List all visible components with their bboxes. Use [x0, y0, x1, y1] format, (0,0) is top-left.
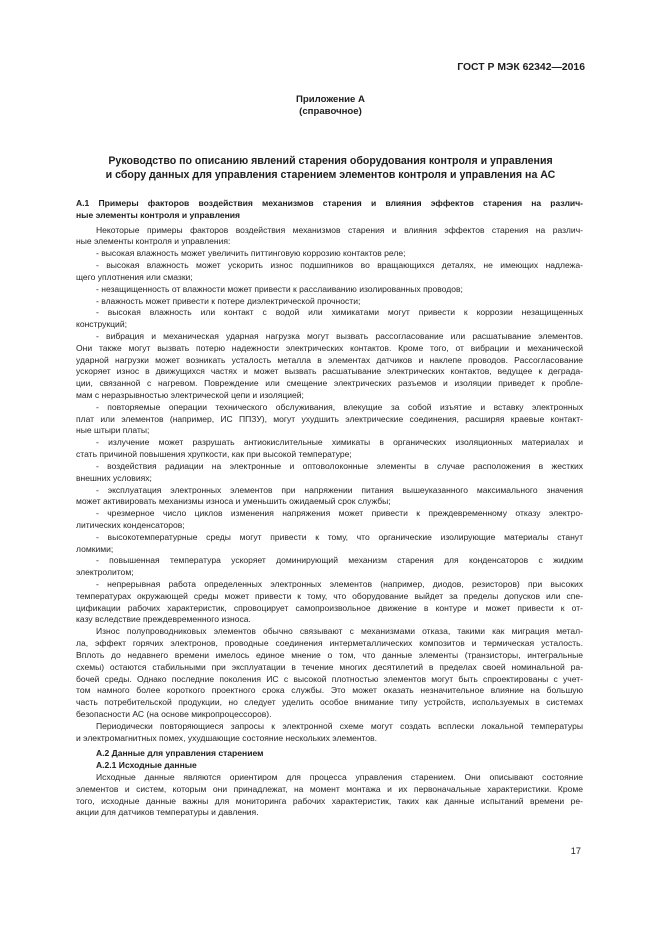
text-line: элементов и систем, которым они принадлежат, на момент монтажа и их первоначальные характеристики. Кроме [76, 783, 583, 794]
annex-label: Приложение А [296, 94, 365, 105]
text-line: ла, эффект горячих электронов, проводные соединения интерметаллических композитов и термическая усталость. [76, 638, 583, 649]
text-line: казу вследствие преждевременного износа. [76, 614, 251, 625]
list-item: - вибрация и механическая ударная нагрузка могут вызвать рассогласование или расшатывание элементов. [96, 330, 583, 341]
text-line: ускоряет износ в движущихся частях и может вызвать расшатывание электрических контактов, ведущее к деграда- [76, 366, 583, 377]
list-item: - излучение может разрушать антиокислительные химикаты в органических изоляционных материалах и [96, 437, 583, 448]
list-item: - незащищенность от влажности может привести к расслаиванию изолированных проводов; [96, 283, 463, 294]
text-line: ные штыри платы; [76, 425, 150, 436]
body-text [76, 198, 583, 819]
text-line: ные элементы контроля и управления: [76, 236, 231, 247]
text-line: схемы) остаются стабильными при эксплуатации в течение многих десятилетий в пределах своей номинальной ра- [76, 661, 583, 672]
text-line: том намного более короткого проектного срока службы. Это может оказать незначительное влияние на большую [76, 685, 583, 696]
text-line: часть потребительской продукции, но следует уделить особое внимание типу устройств, используемых в системах [76, 697, 583, 708]
text-line: бочей среды. Однако последние поколения ИС с высокой плотностью элементов могут быть спроектированы с учет- [76, 673, 583, 684]
text-line: конструкций; [76, 319, 127, 330]
text-line: и электромагнитных помех, ухудшающие состояние нескольких элементов. [76, 732, 378, 743]
list-item: - влажность может привести к потере диэлектрической прочности; [96, 295, 361, 306]
annex-title-line-1: Руководство по описанию явлений старения оборудования контроля и управления [108, 155, 553, 167]
list-item: - непрерывная работа определенных электронных элементов (например, диодов, резисторов) при высоких [96, 579, 583, 589]
text-line: цификации рабочих характеристик, спровоцирует самопроизвольное движение в контуре и может привести к от- [76, 602, 583, 613]
text-line: ции, связанной с нагревом. Повреждение или смещение электрических разъемов и изоляции приведет к пробле- [76, 378, 583, 389]
text-line: мам с неразрывностью электрической цепи и изоляцией; [76, 390, 304, 400]
subsection-heading: А.2.1 Исходные данные [96, 760, 197, 771]
list-item: - повышенная температура ускоряет доминирующий механизм старения для конденсаторов с жидким [96, 555, 583, 566]
list-item: - воздействия радиации на электронные и оптоволоконные элементы в случае расположения в жестких [96, 460, 583, 471]
text-line: Они также могут вызвать потерю надежности электрических контактов. Кроме того, от вибрации и механической [76, 342, 583, 353]
text-line: ломкими; [76, 543, 114, 554]
text-line: электролитом; [76, 567, 134, 578]
text-line: стать причиной повышения хрупкости, как при высокой температуре; [76, 449, 352, 460]
text-line: литических конденсаторов; [76, 519, 185, 530]
page-number: 17 [570, 846, 581, 856]
text-line: Некоторые примеры факторов воздействия механизмов старения и влияния эффектов старения на различ- [96, 224, 583, 235]
standard-designation: ГОСТ Р МЭК 62342—2016 [457, 62, 585, 73]
list-item: - эксплуатация электронных элементов при напряжении питания вышеуказанного максимального значения [96, 484, 583, 495]
text-line: Вплоть до недавнего времени имелось единое мнение о том, что данные элементы (транзисторы, интегральные [76, 649, 583, 660]
paragraph-start: Периодически повторяющиеся запросы к электронной схеме могут создать всплески локальной температуры [96, 720, 583, 731]
list-item: - высокая влажность может увеличить питтинговую коррозию контактов реле; [96, 248, 406, 259]
text-line: ударной нагрузки может возникать усталость металла в элементах датчиков и наклепе проводов. Рассогласование [76, 354, 583, 365]
list-item: - высокотемпературные среды могут привести к тому, что органические изолирующие материалы станут [96, 531, 583, 542]
paragraph-start: Исходные данные являются ориентиром для процесса управления старением. Они описывают состояние [96, 772, 583, 782]
text-line: безопасности АС (на основе микропроцессоров). [76, 708, 272, 719]
text-line: плат или элементов (например, ИС ППЗУ), могут ухудшить электрические соединения, расширяя краевые контакт- [76, 413, 583, 424]
list-item: - высокая влажность может ускорить износ подшипников во вращающихся деталях, не имеющих надлежа- [96, 260, 583, 271]
text-line: акции для датчиков температуры и давления. [76, 807, 259, 818]
text-line: внешних условиях; [76, 472, 152, 483]
section-heading: ные элементы контроля и управления [76, 209, 241, 220]
paragraph-start: Износ полупроводниковых элементов обычно связывают с механизмами отказа, такими как миграция метал- [96, 626, 583, 637]
text-line: может активировать механизмы износа и уменьшить ожидаемый срок службы; [76, 496, 391, 507]
text-line: щего уплотнения или смазки; [76, 271, 193, 282]
annex-title-line-2: и сбору данных для управления старением элементов контроля и управления на АС [105, 169, 556, 181]
list-item: - повторяемые операции технического обслуживания, влекущие за собой изъятие и вставку электронных [96, 401, 583, 412]
list-item: - чрезмерное число циклов изменения напряжения может привести к преждевременному отказу электро- [96, 508, 583, 519]
annex-status: (справочное) [299, 106, 362, 117]
text-line: температурах окружающей среды может привести к тому, что оборудование выйдет за пределы допусков или спе- [76, 590, 583, 601]
section-heading: А.2 Данные для управления старением [96, 748, 264, 759]
list-item: - высокая влажность или контакт с водой или химикатами могут привести к коррозии незащищенных [96, 307, 583, 318]
section-heading: А.1 Примеры факторов воздействия механизмов старения и влияния эффектов старения на различ- [76, 198, 583, 208]
text-line: того, исходные данные важны для мониторинга рабочих характеристик, таких как данные испытаний времени ре- [76, 795, 583, 806]
